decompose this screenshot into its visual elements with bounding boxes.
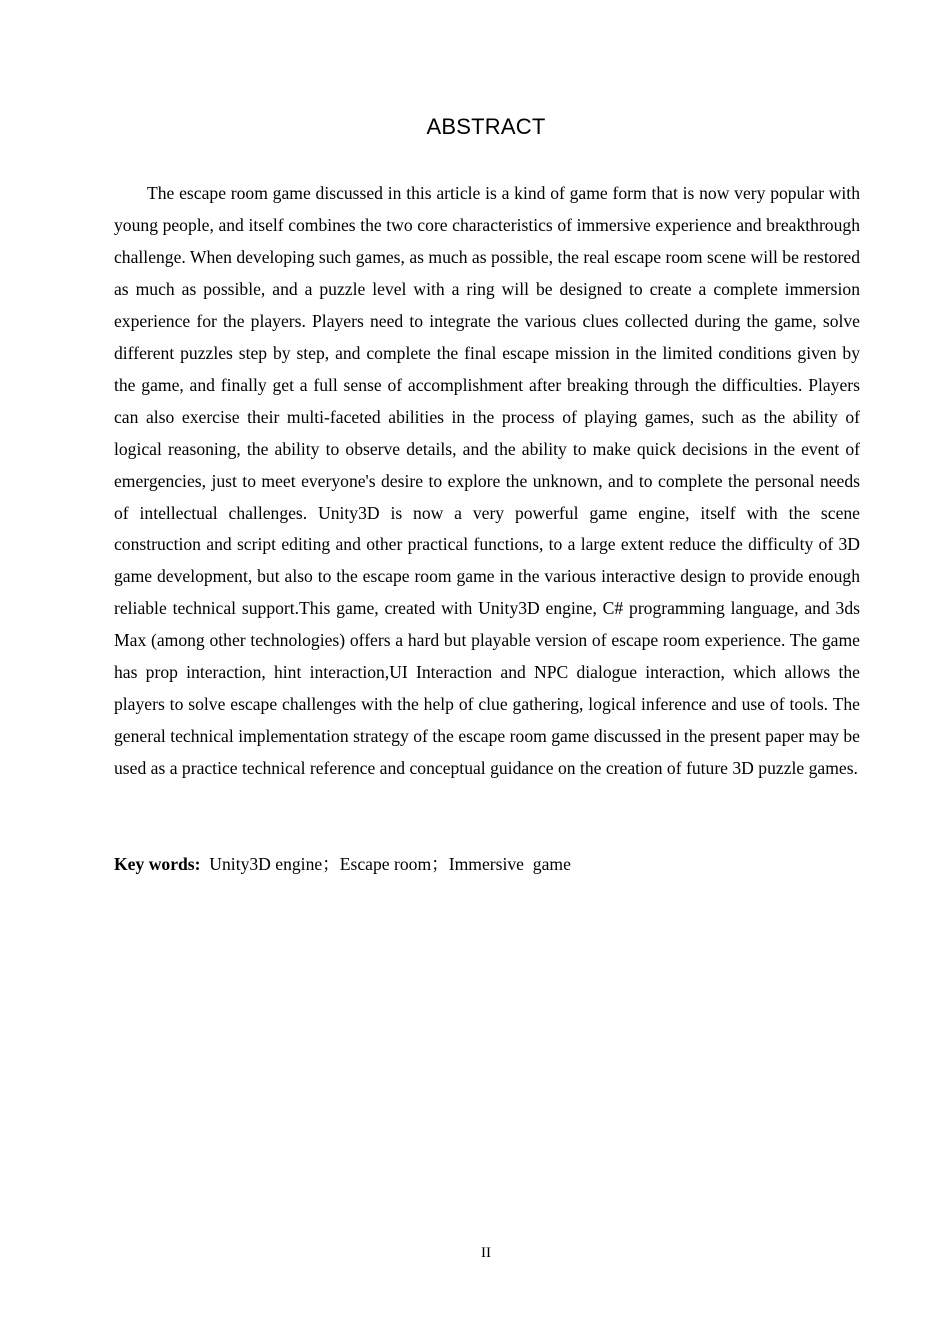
keyword-item: Immersive game [448,854,571,874]
keyword-item: Unity3D engine [209,854,323,874]
keywords-label: Key words: [114,854,201,874]
keyword-separator: ； [431,854,449,874]
keyword-separator: ； [322,854,340,874]
keywords-line [114,850,860,878]
page-number: II [481,1245,491,1261]
abstract-heading: ABSTRACT [426,114,546,139]
keyword-item: Escape room [339,854,432,874]
abstract-paragraph: The escape room game discussed in this article is a kind of game form that is now very popular with young people, and itself combines the two core characteristics of immersive experience and breakthrough challenge. When developing such games, as much as possible, the real escape room scene will be restored as much as possible, and a puzzle level with a ring will be designed to create a complete immersion experience for the players. Players need to integrate the various clues collected during the game, solve different puzzles step by step, and complete the final escape mission in the limited conditions given by the game, and finally get a full sense of accomplishment after breaking through the difficulties. Players can also exercise their multi-faceted abilities in the process of playing games, such as the ability of logical reasoning, the ability to observe details, and the ability to make quick decisions in the event of emergencies, just to meet everyone's desire to explore the unknown, and to complete the personal needs of intellectual challenges. Unity3D is now a very powerful game engine, itself with the scene construction and script editing and other practical functions, to a large extent reduce the difficulty of 3D game development, but also to the escape room game in the various interactive design to provide enough reliable technical support.This game, created with Unity3D engine, C# programming language, and 3ds Max (among other technologies) offers a hard but playable version of escape room experience. The game has prop interaction, hint interaction,UI Interaction and NPC dialogue interaction, which allows the players to solve escape challenges with the help of clue gathering, logical inference and use of tools. The general technical implementation strategy of the escape room game discussed in the present paper may be used as a practice technical reference and conceptual guidance on the creation of future 3D puzzle games. [114,183,860,779]
